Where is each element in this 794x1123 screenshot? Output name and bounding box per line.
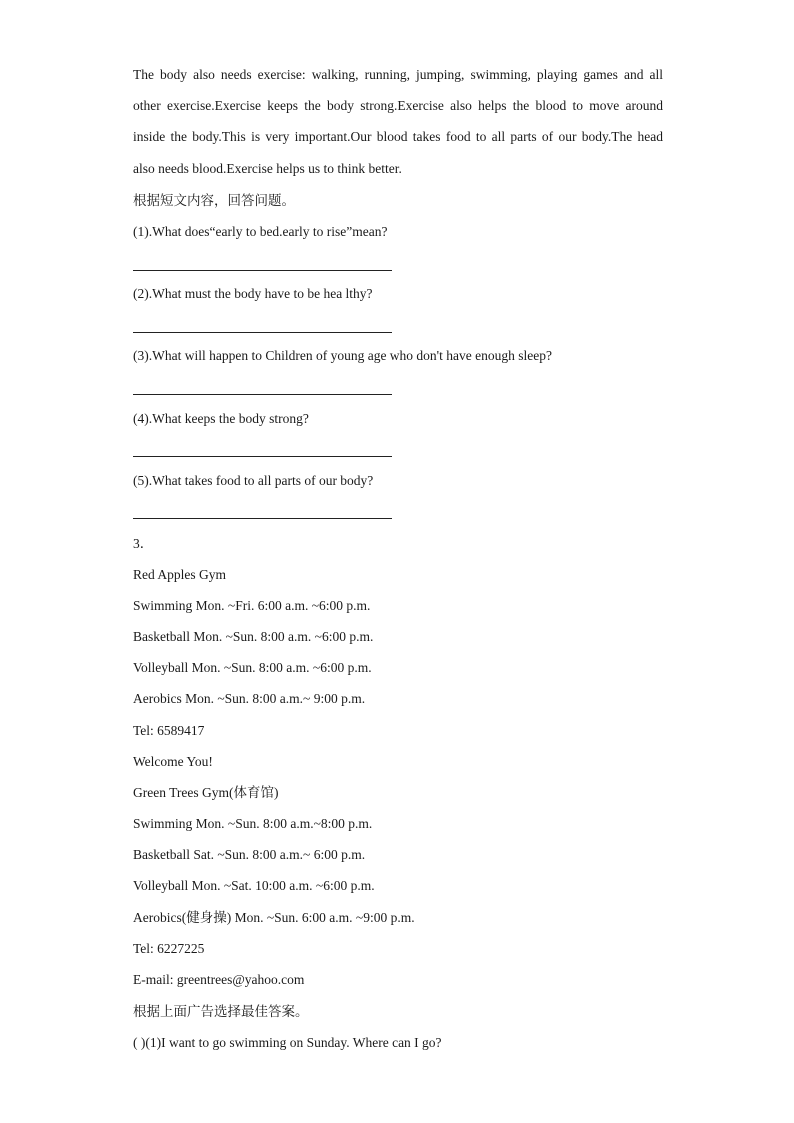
- answer-line-1[interactable]: [133, 270, 392, 271]
- section3-instruction: 根据上面广告选择最佳答案。: [133, 1004, 309, 1020]
- ad2-row-basketball: Basketball Sat. ~Sun. 8:00 a.m.~ 6:00 p.m.: [133, 847, 366, 862]
- ad2-tel: Tel: 6227225: [133, 941, 205, 956]
- question-4: (4).What keeps the body strong?: [133, 411, 309, 426]
- answer-line-3[interactable]: [133, 394, 392, 395]
- question-3: (3).What will happen to Children of young age who don't have enough sleep?: [133, 348, 552, 363]
- section2-instruction: 根据短文内容，回答问题。: [133, 193, 295, 209]
- ad1-name: Red Apples Gym: [133, 567, 226, 582]
- answer-line-4[interactable]: [133, 456, 392, 457]
- ad1-row-aerobics: Aerobics Mon. ~Sun. 8:00 a.m.~ 9:00 p.m.: [133, 691, 366, 706]
- ad2-row-aerobics: Aerobics(健身操) Mon. ~Sun. 6:00 a.m. ~9:00 p.m.: [133, 910, 415, 925]
- ad1-tel: Tel: 6589417: [133, 723, 205, 738]
- passage-line-last: also needs blood.Exercise helps us to think better.: [133, 161, 402, 176]
- passage-line: other exercise.Exercise keeps the body strong.Exercise also helps the blood to move around: [133, 98, 663, 113]
- ad1-row-basketball: Basketball Mon. ~Sun. 8:00 a.m. ~6:00 p.m.: [133, 629, 374, 644]
- section3-question-1: ( )(1)I want to go swimming on Sunday. Where can I go?: [133, 1035, 442, 1050]
- ad2-row-swimming: Swimming Mon. ~Sun. 8:00 a.m.~8:00 p.m.: [133, 816, 373, 831]
- ad2-name: Green Trees Gym(体育馆): [133, 785, 279, 800]
- passage-line: inside the body.This is very important.Our blood takes food to all parts of our body.The head: [133, 129, 663, 144]
- ad1-row-volleyball: Volleyball Mon. ~Sun. 8:00 a.m. ~6:00 p.m.: [133, 660, 372, 675]
- question-5: (5).What takes food to all parts of our body?: [133, 473, 374, 488]
- section3-number: 3．: [133, 536, 154, 551]
- answer-line-5[interactable]: [133, 518, 392, 519]
- ad1-row-swimming: Swimming Mon. ~Fri. 6:00 a.m. ~6:00 p.m.: [133, 598, 371, 613]
- answer-line-2[interactable]: [133, 332, 392, 333]
- question-2: (2).What must the body have to be hea lthy?: [133, 286, 373, 301]
- ad2-row-volleyball: Volleyball Mon. ~Sat. 10:00 a.m. ~6:00 p.m.: [133, 878, 375, 893]
- ad1-welcome: Welcome You!: [133, 754, 213, 769]
- ad2-email: E-mail: greentrees@yahoo.com: [133, 972, 305, 987]
- question-1: (1).What does“early to bed.early to rise”mean?: [133, 224, 388, 239]
- passage-line: The body also needs exercise: walking, running, jumping, swimming, playing games and all: [133, 67, 663, 82]
